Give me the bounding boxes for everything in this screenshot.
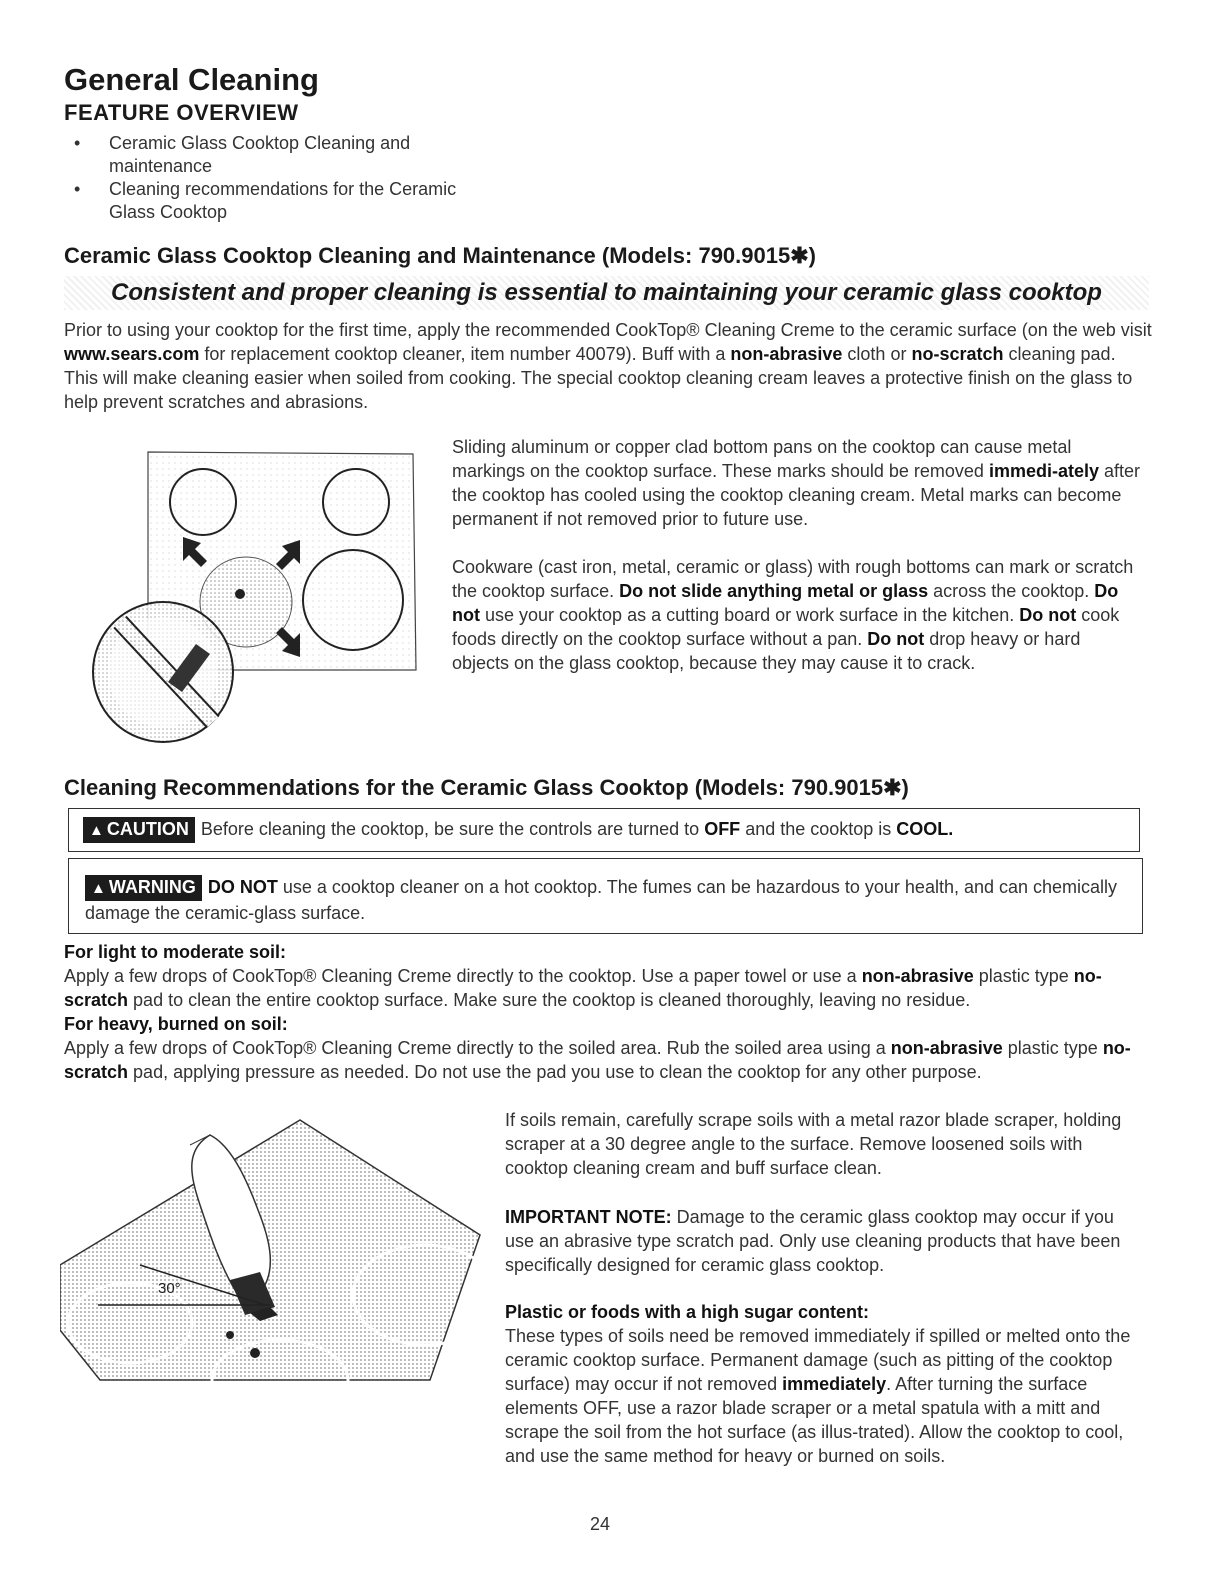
section1-subtitle: Consistent and proper cleaning is essential to maintaining your ceramic glass cooktop bbox=[64, 276, 1149, 310]
angle-label: 30° bbox=[158, 1280, 181, 1297]
section1-heading: Ceramic Glass Cooktop Cleaning and Maintenance (Models: 790.9015✱) bbox=[64, 243, 816, 268]
heavy-soil-heading: For heavy, burned on soil: bbox=[64, 1014, 288, 1034]
light-soil-heading: For light to moderate soil: bbox=[64, 942, 287, 962]
light-soil-paragraph: Apply a few drops of CookTop® Cleaning Creme directly to the cooktop. Use a paper towel or use a non-abrasive plastic type no-scratch pad to clean the entire cooktop surface. Make sure the cooktop is cleaned thoroughly, leaving no residue. bbox=[64, 966, 1102, 1010]
caution-badge: ▲ CAUTION bbox=[83, 817, 195, 843]
scraper-cooktop-illustration bbox=[60, 1115, 500, 1385]
intro-paragraph: Prior to using your cooktop for the first time, apply the recommended CookTop® Cleaning Creme to the ceramic surface (on the web visit www.sears.com for replacement cooktop cleaner, item number 40079). Buff with a non-abrasive cloth or no-scratch cleaning pad. This will make cleaning easier when soiled from cooking. The special cooktop cleaning cream leaves a protective finish on the glass to help prevent scratches and abrasions. bbox=[64, 320, 1152, 412]
list-item: • Cleaning recommendations for the Ceramic Glass Cooktop bbox=[64, 178, 464, 224]
feature-overview-list bbox=[64, 132, 464, 224]
warning-triangle-icon: ▲ bbox=[91, 880, 106, 897]
sugar-paragraph: These types of soils need be removed immediately if spilled or melted onto the ceramic cooktop surface. Permanent damage (such as pitting of the cooktop surface) may occur if not removed immediately. After turning the surface elements OFF, use a razor blade scraper or a metal spatula with a mitt and scrape the soil from the hot surface (as illus-trated). Allow the cooktop to cool, and use the same method for heavy or burned on soils. bbox=[505, 1326, 1131, 1466]
heavy-soil-paragraph: Apply a few drops of CookTop® Cleaning Creme directly to the soiled area. Rub the soiled area using a non-abrasive plastic type no-scratch pad, applying pressure as needed. Do not use the pad you use to clean the cooktop for any other purpose. bbox=[64, 1038, 1131, 1082]
page-title: General Cleaning bbox=[64, 62, 319, 97]
page-number: 24 bbox=[590, 1514, 611, 1534]
sugar-heading: Plastic or foods with a high sugar content: bbox=[505, 1302, 870, 1322]
warning-triangle-icon: ▲ bbox=[89, 822, 104, 839]
cooktop-no-slide-illustration bbox=[78, 432, 428, 747]
list-item: • Ceramic Glass Cooktop Cleaning and maintenance bbox=[64, 132, 464, 178]
cookware-paragraph: Cookware (cast iron, metal, ceramic or glass) with rough bottoms can mark or scratch the cooktop surface. Do not slide anything metal or glass across the cooktop. Do not use your cooktop as a cutting board or work surface in the kitchen. Do not cook foods directly on the cooktop surface without a pan. Do not drop heavy or hard objects on the glass cooktop, because they may cause it to crack. bbox=[452, 557, 1134, 673]
caution-box: ▲ CAUTION Before cleaning the cooktop, be sure the controls are turned to OFF and the cooktop is COOL. bbox=[68, 808, 1140, 852]
scrape-paragraph: If soils remain, carefully scrape soils with a metal razor blade scraper, holding scraper at a 30 degree angle to the surface. Remove loosened soils with cooktop cleaning cream and buff surface clean. bbox=[505, 1110, 1122, 1178]
feature-overview-heading: FEATURE OVERVIEW bbox=[64, 100, 299, 125]
metal-marks-paragraph: Sliding aluminum or copper clad bottom pans on the cooktop can cause metal markings on the cooktop surface. These marks should be removed immedi-ately after the cooktop has cooled using the cooktop cleaning cream. Metal marks can become permanent if not removed prior to future use. bbox=[452, 437, 1141, 529]
warning-box: ▲ WARNING DO NOT use a cooktop cleaner on a hot cooktop. The fumes can be hazardous to your health, and can chemically damage the ceramic-glass surface. bbox=[68, 858, 1143, 934]
important-note-paragraph: IMPORTANT NOTE: Damage to the ceramic glass cooktop may occur if you use an abrasive type scratch pad. Only use cleaning products that have been specifically designed for ceramic glass cooktop. bbox=[505, 1207, 1121, 1275]
section2-heading: Cleaning Recommendations for the Ceramic Glass Cooktop (Models: 790.9015✱) bbox=[64, 775, 909, 800]
warning-badge: ▲ WARNING bbox=[85, 875, 202, 901]
